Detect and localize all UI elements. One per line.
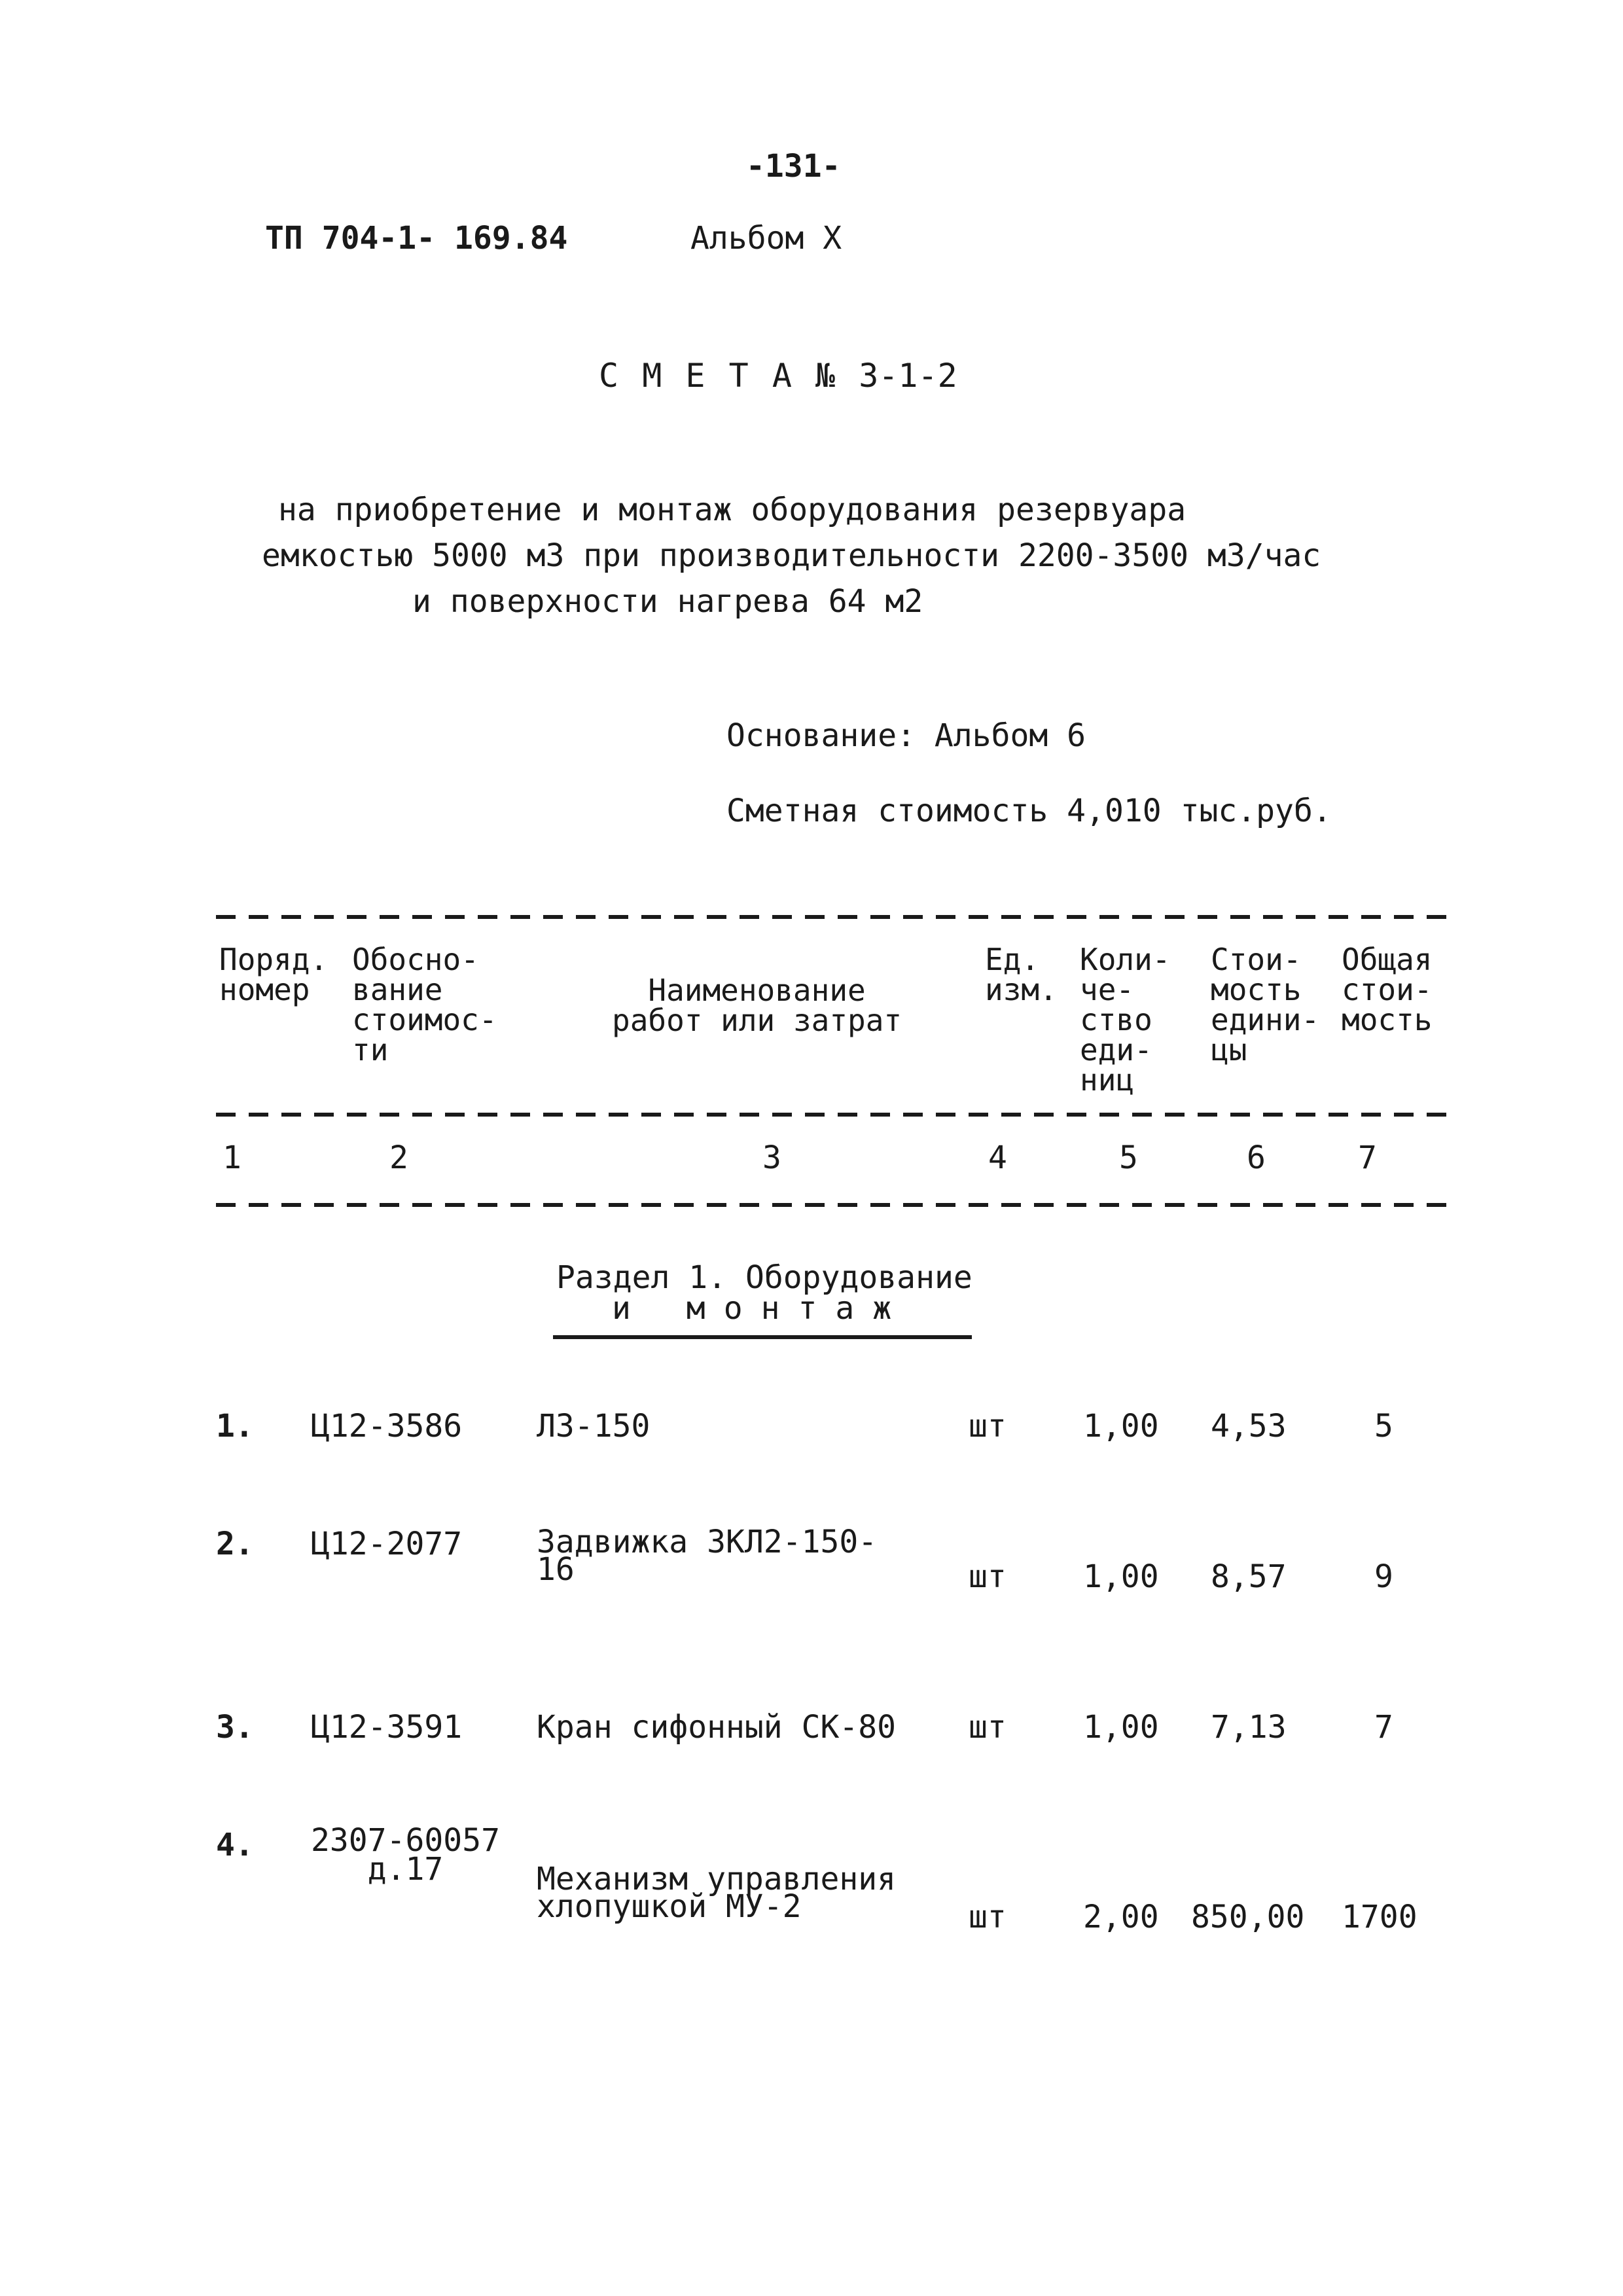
- row-basis: Ц12-3586: [311, 1408, 463, 1444]
- row-total: 9: [1374, 1558, 1393, 1595]
- header-unit-cost: Стои- мость едини- цы: [1211, 942, 1320, 1067]
- row-name: Задвижка ЗКЛ2-150- 16: [537, 1524, 878, 1588]
- row-name: Механизм управления хлопушкой МУ-2: [537, 1861, 897, 1925]
- row-total: 1700: [1342, 1899, 1418, 1935]
- column-number-5: 5: [1119, 1139, 1138, 1176]
- row-unit-cost: 4,53: [1211, 1408, 1287, 1444]
- row-unit: шт: [969, 1709, 1007, 1746]
- header-quantity: Коли- че- ство еди- ниц: [1080, 942, 1171, 1098]
- column-number-2: 2: [389, 1139, 408, 1176]
- row-unit-cost: 8,57: [1211, 1558, 1287, 1595]
- row-unit-cost: 7,13: [1211, 1709, 1287, 1746]
- row-number: 3.: [216, 1709, 254, 1746]
- row-name: ЛЗ-150: [537, 1408, 651, 1444]
- subtitle-line-1: на приобретение и монтаж оборудования резервуара: [278, 492, 1186, 528]
- row-quantity: 1,00: [1083, 1709, 1159, 1746]
- column-number-4: 4: [988, 1139, 1007, 1176]
- row-basis: 2307-60057 д.17: [311, 1822, 500, 1888]
- row-quantity: 2,00: [1083, 1899, 1159, 1935]
- estimate-title: С М Е Т А № 3-1-2: [599, 357, 957, 395]
- row-total: 5: [1374, 1408, 1393, 1444]
- row-unit: шт: [969, 1408, 1007, 1444]
- estimated-cost: Сметная стоимость 4,010 тыс.руб.: [726, 793, 1332, 829]
- row-quantity: 1,00: [1083, 1558, 1159, 1595]
- page-number: -131-: [746, 148, 841, 185]
- column-number-1: 1: [223, 1139, 241, 1176]
- row-number: 1.: [216, 1408, 254, 1444]
- subtitle-line-3: и поверхности нагрева 64 м2: [412, 583, 923, 620]
- table-top-rule: [216, 915, 1446, 919]
- row-basis: Ц12-3591: [311, 1709, 463, 1746]
- column-number-3: 3: [762, 1139, 781, 1176]
- row-unit: шт: [969, 1558, 1007, 1595]
- column-numbers-rule: [216, 1203, 1446, 1207]
- column-number-6: 6: [1247, 1139, 1266, 1176]
- row-number: 4.: [216, 1827, 254, 1863]
- row-number: 2.: [216, 1526, 254, 1562]
- row-name: Кран сифонный СК-80: [537, 1709, 897, 1746]
- row-unit-cost: 850,00: [1191, 1899, 1305, 1935]
- section-subtitle: и монтаж: [612, 1290, 910, 1327]
- subtitle-line-2: емкостью 5000 м3 при производительности 2200-3500 м3/час: [262, 537, 1321, 574]
- column-number-7: 7: [1358, 1139, 1377, 1176]
- document-code: ТП 704-1- 169.84: [265, 220, 568, 257]
- row-total: 7: [1374, 1709, 1393, 1746]
- header-bottom-rule: [216, 1113, 1446, 1117]
- header-cost-basis: Обосно- вание стоимос- ти: [352, 942, 497, 1067]
- row-unit: шт: [969, 1899, 1007, 1935]
- header-unit: Ед. изм.: [985, 942, 1058, 1007]
- section-underline: [553, 1335, 972, 1339]
- basis-note: Основание: Альбом 6: [726, 717, 1086, 754]
- header-total-cost: Общая стои- мость: [1342, 942, 1433, 1037]
- section-title: Раздел 1. Оборудование: [556, 1259, 972, 1296]
- album-label: Альбом X: [690, 220, 842, 257]
- row-basis: Ц12-2077: [311, 1526, 463, 1562]
- row-quantity: 1,00: [1083, 1408, 1159, 1444]
- header-work-name: Наименование работ или затрат: [612, 973, 902, 1038]
- header-order-number: Поряд. номер: [219, 942, 329, 1007]
